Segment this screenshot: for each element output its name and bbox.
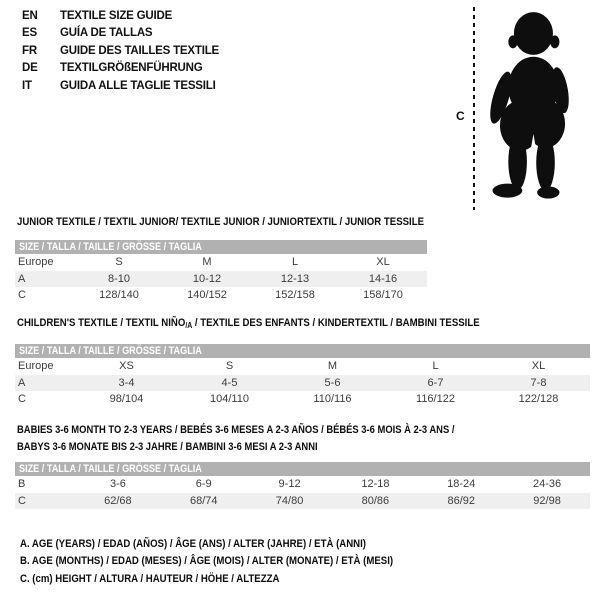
babies-size-table xyxy=(15,462,590,509)
language-header xyxy=(22,7,219,95)
table-cell: 7-8 xyxy=(530,376,547,389)
table-row xyxy=(15,287,427,304)
table-row xyxy=(15,358,590,375)
junior-section-title: JUNIOR TEXTILE / TEXTIL JUNIOR/ TEXTILE JUNIOR / JUNIORTEXTIL / JUNIOR TESSILE xyxy=(17,216,425,228)
table-cell: 92/98 xyxy=(533,494,561,507)
language-code: EN xyxy=(22,9,38,22)
row-label: C xyxy=(18,289,26,301)
table-cell: 5-6 xyxy=(324,376,341,389)
table-row xyxy=(15,493,590,510)
table-cell: 3-6 xyxy=(109,478,126,490)
table-cell: 80/86 xyxy=(361,494,390,507)
language-title: TEXTILGRÖßENFÜHRUNG xyxy=(60,62,203,75)
language-code: IT xyxy=(22,79,32,92)
table-cell: 12-13 xyxy=(280,272,310,285)
table-cell: 86/92 xyxy=(447,494,475,507)
table-cell: 98/104 xyxy=(109,393,144,405)
table-cell: 8-10 xyxy=(107,272,131,285)
table-cell: L xyxy=(291,256,299,268)
table-cell: 104/110 xyxy=(210,393,249,405)
size-header-bar: SIZE / TALLA / TAILLE / GRÖSSE / TAGLIA xyxy=(15,344,590,358)
table-row xyxy=(15,476,590,493)
language-title: TEXTILE SIZE GUIDE xyxy=(60,9,173,22)
table-cell: 6-9 xyxy=(195,478,212,490)
table-cell: XL xyxy=(376,256,390,268)
table-cell: 4-5 xyxy=(221,376,238,389)
size-header-bar: SIZE / TALLA / TAILLE / GRÖSSE / TAGLIA xyxy=(15,462,590,476)
row-label: B xyxy=(18,478,26,490)
language-row xyxy=(22,7,219,25)
height-measure-line xyxy=(473,7,475,210)
table-row xyxy=(15,391,590,408)
baby-silhouette-icon xyxy=(486,5,579,207)
table-row xyxy=(15,254,427,271)
table-cell: 122/128 xyxy=(518,393,559,405)
table-cell: 10-12 xyxy=(192,272,222,285)
table-row xyxy=(15,375,590,392)
language-code: DE xyxy=(22,62,38,75)
language-row xyxy=(22,60,219,78)
height-measure-label: C xyxy=(456,109,465,123)
table-cell: 116/122 xyxy=(416,393,455,405)
row-label: Europe xyxy=(18,360,54,372)
table-cell: 3-4 xyxy=(118,376,135,389)
table-cell: 18-24 xyxy=(447,478,476,490)
table-cell: 140/152 xyxy=(187,289,227,301)
table-cell: 9-12 xyxy=(278,478,301,490)
row-label: A xyxy=(18,272,26,285)
table-cell: 12-18 xyxy=(361,478,390,490)
table-cell: 62/68 xyxy=(104,494,132,507)
row-label: Europe xyxy=(18,256,54,268)
language-title: GUIDA ALLE TAGLIE TESSILI xyxy=(60,79,216,92)
table-cell: M xyxy=(327,360,338,372)
footnote-c: C. (cm) HEIGHT / ALTURA / HAUTEUR / HÖHE / ALTEZZA xyxy=(20,572,280,585)
table-cell: 74/80 xyxy=(275,494,304,507)
table-cell: XL xyxy=(531,360,546,372)
table-row xyxy=(15,271,427,288)
language-title: GUIDE DES TAILLES TEXTILE xyxy=(60,44,219,57)
language-code: FR xyxy=(22,44,37,57)
table-cell: 6-7 xyxy=(427,376,444,389)
children-section-title: CHILDREN'S TEXTILE / TEXTIL NIÑO/A / TEXTILE DES ENFANTS / KINDERTEXTIL / BAMBINI TESSILE xyxy=(17,317,480,330)
footnotes xyxy=(20,536,454,588)
babies-section-title: BABIES 3-6 MONTH TO 2-3 YEARS / BEBÉS 3-6 MESES A 2-3 AÑOS / BÉBÉS 3-6 MOIS À 2-3 ANS / BABYS 3-6 MONATE BIS 2-3 JAHRE / BAMBINI 3-6 MESI A 2-3 ANNI xyxy=(17,424,455,454)
footnote-b: B. AGE (MONTHS) / EDAD (MESES) / ÂGE (MOIS) / ALTER (MONATE) / ETÀ (MESI) xyxy=(20,555,394,568)
table-cell: 14-16 xyxy=(368,272,398,285)
row-label: C xyxy=(18,393,26,405)
footnote-a: A. AGE (YEARS) / EDAD (AÑOS) / ÂGE (ANS) / ALTER (JAHRE) / ETÀ (ANNI) xyxy=(20,538,367,550)
table-cell: S xyxy=(115,256,123,268)
table-cell: S xyxy=(225,360,234,372)
table-cell: M xyxy=(202,256,212,268)
language-row xyxy=(22,42,219,60)
table-cell: 24-36 xyxy=(532,478,562,490)
table-cell: 68/74 xyxy=(189,494,218,507)
table-cell: 110/116 xyxy=(313,393,352,405)
children-size-table xyxy=(15,344,590,408)
language-code: ES xyxy=(22,27,37,40)
language-row xyxy=(22,25,219,43)
table-cell: XS xyxy=(119,360,134,372)
size-header-bar: SIZE / TALLA / TAILLE / GRÖSSE / TAGLIA xyxy=(15,240,427,254)
junior-size-table xyxy=(15,240,427,304)
language-row xyxy=(22,77,219,95)
row-label: C xyxy=(18,494,26,507)
table-cell: L xyxy=(432,360,439,372)
table-cell: 152/158 xyxy=(275,289,315,301)
table-cell: 158/170 xyxy=(363,289,403,301)
row-label: A xyxy=(18,376,26,389)
table-cell: 128/140 xyxy=(99,289,139,301)
language-title: GUÍA DE TALLAS xyxy=(60,27,153,40)
